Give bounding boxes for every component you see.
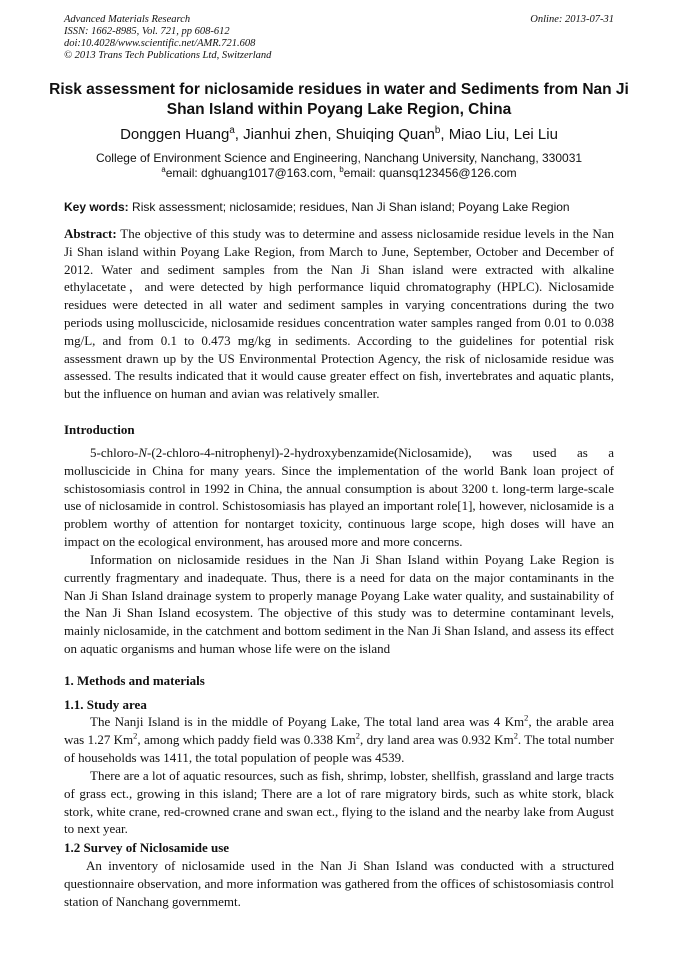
doi-line: doi:10.4028/www.scientific.net/AMR.721.608: [64, 38, 256, 49]
study-text: , dry land area was 0.932 Km: [360, 731, 514, 747]
email-superscript: b: [339, 165, 344, 174]
keywords-label: Key words:: [64, 200, 129, 214]
study-text: , the arable area was 1.27 Km: [64, 714, 614, 747]
keywords-text: Risk assessment; niclosamide; residues, Nan Ji Shan island; Poyang Lake Region: [128, 200, 570, 214]
journal-header: [64, 14, 614, 62]
author-names: , Miao Liu, Lei Liu: [440, 126, 558, 143]
study-text: , among which paddy field was 0.338 Km: [137, 731, 356, 747]
subsection-heading-study-area: 1.1. Study area: [64, 697, 147, 712]
author-superscript: b: [434, 125, 441, 136]
abstract-text: The objective of this study was to determine and assess niclosamide residue levels in the Nan Ji Shan island within Poyang Lake Region, from March to June, September, October and December of 2012. Water and sediment samples from the Nan Ji Shan island were extracted with alkaline ethylacetate，and were detected by high performance liquid chromatography (HPLC). Niclosamide residues were detected in all water and sediment samples in varying concentrations during the two periods using molluscicide, niclosamide residues concentration water samples ranged from 0.01 to 0.038 mg/L, and from 0.1 to 0.473 mg/kg in sediments. According to the guidelines for potential risk assessment drawn up by the US Environmental Protection Agency, the risk of niclosamide residue was assessed. The results indicated that it would cause greater effect on fish, invertebrates and aquatic plants, but the influence on human and avian was relatively smaller.: [64, 226, 614, 402]
online-date: Online: 2013-07-31: [530, 14, 614, 25]
copyright-line: © 2013 Trans Tech Publications Ltd, Switzerland: [64, 50, 272, 61]
author-list: [40, 126, 638, 144]
paper-title: Risk assessment for niclosamide residues in water and Sediments from Nan Ji Shan Island within Poyang Lake Region, China: [49, 81, 629, 118]
study-text: . The total number of households was 1411, the total population of people was 4539.: [64, 731, 614, 765]
issn-line: ISSN: 1662-8985, Vol. 721, pp 608-612: [64, 26, 230, 37]
intro-paragraph-2: Information on niclosamide residues in the Nan Ji Shan Island within Poyang Lake Region is currently fragmentary and inadequate. Thus, there is a need for data on the major contaminants in the Nan Ji Shan Island drainage system to properly manage Poyang Lake water quality, and sustainability of the Nan Ji Shan Island ecosystem. The objective of this study was to determine contaminant levels, mainly niclosamide, in the catchment and bottom sediment in the Nan Ji Shan Island, and assess its effect on aquatic organisms and human whose life were on the island: [64, 552, 614, 656]
keywords: [64, 200, 624, 215]
section-heading-methods: 1. Methods and materials: [64, 673, 205, 688]
subsection-heading-survey: 1.2 Survey of Niclosamide use: [64, 840, 230, 855]
abstract-label: Abstract:: [64, 226, 117, 241]
abstract: [64, 225, 614, 403]
intro-text: -(2-chloro-4-nitrophenyl)-2-hydroxybenzamide(Niclosamide), was used as a molluscicide in China for many years. Since the implementation of the world Bank loan project of schistosomiasis control in 1992 in China, the annual consumption is about 3200 t. long-term large-scale use of niclosamide in control. Schistosomiasis has played an important role[1], however, niclosamide is a problem worthy of attention for nontarget toxicity, continuous large scope, high doses will have an impact on the ecological environment, has aroused more and more concerns.: [64, 445, 614, 549]
squared-sup: 2: [355, 730, 361, 741]
email-superscript: a: [161, 165, 166, 174]
squared-sup: 2: [513, 730, 518, 741]
squared-sup: 2: [133, 730, 138, 741]
study-text: The Nanji Island is in the middle of Poyang Lake, The total land area was 4 Km: [90, 714, 525, 729]
study-area-paragraph-2: There are a lot of aquatic resources, such as fish, shrimp, lobster, shellfish, grassland and large tracts of grass ect., growing in this island; There are a lot of rare migratory birds, such as white stork, black stork, white crane, red-crowned crane and swan ect., flying to the island and the nearby lake from August to next year.: [64, 768, 614, 837]
email-line: [40, 166, 638, 181]
intro-text: 5-chloro-: [90, 445, 139, 460]
author-name: Donggen Huang: [120, 126, 230, 143]
email-a: email: dghuang1017@163.com,: [165, 166, 340, 180]
section-heading-introduction: Introduction: [64, 422, 135, 437]
study-area-paragraph-1: [64, 713, 614, 766]
journal-name: Advanced Materials Research: [64, 14, 191, 25]
intro-paragraph-1: [64, 444, 614, 551]
email-b: email: quansq123456@126.com: [343, 166, 517, 180]
affiliation: College of Environment Science and Engineering, Nanchang University, Nanchang, 330031: [95, 151, 583, 165]
author-names: , Jianhui zhen, Shuiqing Quan: [234, 126, 435, 143]
intro-text-italic: N: [138, 445, 148, 460]
squared-sup: 2: [524, 712, 529, 723]
survey-paragraph: An inventory of niclosamide used in the Nan Ji Shan Island was conducted with a structured questionnaire observation, and more information was gathered from the offices of schistosomiasis control station of Nanchang governmemt.: [64, 858, 614, 909]
author-superscript: a: [229, 125, 235, 136]
